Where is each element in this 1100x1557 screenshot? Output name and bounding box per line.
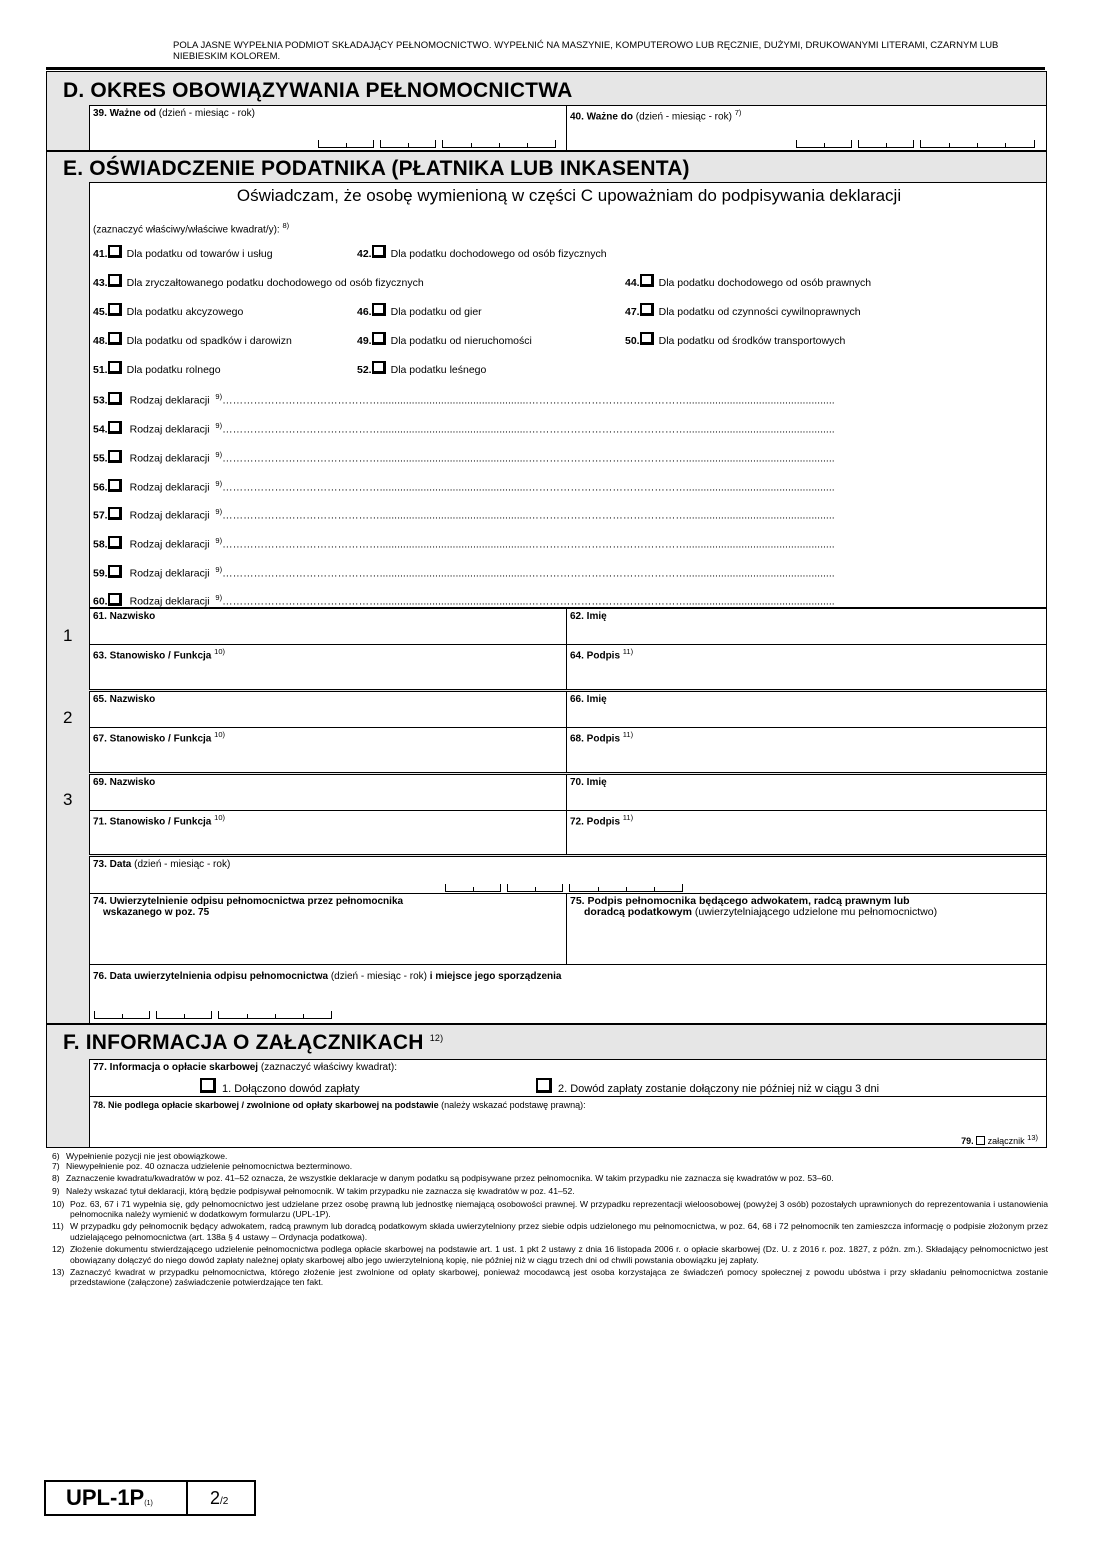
checkbox-49[interactable]: 49. Dla podatku od nieruchomości: [357, 332, 532, 348]
footnote-10: 10) Poz. 63, 67 i 71 wypełnia się, gdy pełnomocnictwo jest udzielane przez osobę prawną lub jednostkę niemającą osobowości prawnej. W przypadku reprezentacji wieloosobowej (powyżej 3 osób) pozostałych uprawnionych do reprezentowania i ustanowienia pełnomocnika należy wymienić w dodatkowym formularzu (UPL-1P).: [52, 1198, 1048, 1220]
f39-day-box: [318, 140, 374, 148]
checkbox-58[interactable]: 58. Rodzaj deklaracji $^{9)}$………………………………………...................................................………………………………………...................................................: [93, 536, 835, 551]
footnote-12: 12) Złożenie dokumentu stwierdzającego udzielenie pełnomocnictwa podlega opłacie skarbowej na podstawie art. 1 ust. 1 pkt 2 ustawy z dnia 16 listopada 2006 r. o opłacie skarbowej (Dz. U. z 2016 r. poz. 1827, z późn. zm.). Składający pełnomocnictwo jest obowiązany dołączyć do niego dowód zapłaty należnej opłaty skarbowej albo jego uwierzytelnioną kopię, nie później niż w ciągu trzech dni od chwili powstania obowiązku jej zapłaty.: [52, 1244, 1048, 1265]
field-73-date[interactable]: 73. Data (dzień - miesiąc - rok): [89, 856, 1047, 894]
section-e-title: E. OŚWIADCZENIE PODATNIKA (PŁATNIKA LUB INKASENTA): [63, 157, 690, 180]
field-68-signature[interactable]: 68. Podpis $^{11)}$: [566, 727, 1047, 773]
checkbox-42[interactable]: 42. Dla podatku dochodowego od osób fizycznych: [357, 245, 607, 261]
page-number: 2/2: [210, 1488, 229, 1508]
f40-year-box: [920, 140, 1035, 148]
checkbox-45[interactable]: 45. Dla podatku akcyzowego: [93, 303, 243, 319]
checkbox-79[interactable]: [976, 1136, 985, 1145]
checkbox-48[interactable]: 48. Dla podatku od spadków i darowizn: [93, 332, 292, 348]
checkbox-53[interactable]: 53. Rodzaj deklaracji $^{9)}$………………………………………...................................................………………………………………...................................................: [93, 392, 835, 407]
field-40-valid-to[interactable]: 40. Ważne do (dzień - miesiąc - rok) $^{7)}$: [566, 105, 1047, 151]
checkbox-56[interactable]: 56. Rodzaj deklaracji $^{9)}$………………………………………...................................................………………………………………...................................................: [93, 479, 835, 494]
f39-year-box: [442, 140, 556, 148]
field-75-attorney-signature[interactable]: 75. Podpis pełnomocnika będącego adwokatem, radcą prawnym lub doradcą podatkowym (uwierzytelniającego udzielone mu pełnomocnictwo): [566, 893, 1047, 965]
statement: Oświadczam, że osobę wymienioną w części C upoważniam do podpisywania deklaracji: [236, 186, 902, 205]
f39-month-box: [380, 140, 436, 148]
field-70-name[interactable]: 70. Imię: [566, 774, 1047, 811]
field-71-position[interactable]: 71. Stanowisko / Funkcja $^{10)}$: [89, 810, 567, 855]
top-rule: [46, 67, 1045, 70]
dots-59: ………………………………………...................................................………………………………………...................................................: [222, 567, 835, 580]
section-f: [46, 1024, 1047, 1148]
f40-month-box: [858, 140, 914, 148]
dots-57: ………………………………………...................................................………………………………………...................................................: [222, 509, 835, 522]
checkbox-41[interactable]: 41. Dla podatku od towarów i usług: [93, 245, 273, 261]
f39-label: 39. Ważne od: [93, 108, 156, 119]
signer-index-2: 2: [63, 708, 73, 727]
field-74-authentication[interactable]: 74. Uwierzytelnienie odpisu pełnomocnictwa przez pełnomocnika wskazanego w poz. 75: [89, 893, 567, 965]
form-code: UPL-1P(1): [46, 1482, 188, 1514]
dots-54: ………………………………………...................................................………………………………………...................................................: [222, 423, 835, 436]
f76-month-box: [156, 1011, 212, 1019]
footnote-11: 11) W przypadku gdy pełnomocnik będący adwokatem, radcą prawnym lub doradcą podatkowym składa uwierzytelniony przez siebie odpis udzielonego mu pełnomocnictwa, w poz. 64, 68 i 72 pełnomocnik ten zamieszcza informację o podpisie złożonym przez udzielającego pełnomocnictwa (art. 138a § 4 ustawy – Ordynacja podatkowa).: [52, 1221, 1048, 1242]
checkbox-59[interactable]: 59. Rodzaj deklaracji $^{9)}$………………………………………...................................................………………………………………...................................................: [93, 565, 835, 580]
f40-label: 40. Ważne do: [570, 111, 633, 123]
field-62-name[interactable]: 62. Imię: [566, 608, 1047, 645]
footnotes: [52, 1151, 1048, 1288]
footnote-9: 9) Należy wskazać tytuł deklaracji, którą będzie podpisywał pełnomocnik. W takim przypadku nie zaznacza się kwadratów w poz. 41–52.: [52, 1186, 575, 1197]
checkbox-47[interactable]: 47. Dla podatku od czynności cywilnoprawnych: [625, 303, 861, 319]
checkbox-54[interactable]: 54. Rodzaj deklaracji $^{9)}$………………………………………...................................................………………………………………...................................................: [93, 421, 835, 436]
header-note: POLA JASNE WYPEŁNIA PODMIOT SKŁADAJĄCY PEŁNOMOCNICTWO. WYPEŁNIĆ NA MASZYNIE, KOMPUTEROWO LUB RĘCZNIE, DUŻYMI, DRUKOWANYMI LITERAMI, CZARNYM LUB NIEBIESKIM KOLOREM.: [173, 40, 999, 62]
checkbox-57[interactable]: 57. Rodzaj deklaracji $^{9)}$………………………………………...................................................………………………………………...................................................: [93, 507, 835, 522]
f39-hint: (dzień - miesiąc - rok): [158, 108, 255, 119]
f73-day-box: [445, 884, 501, 892]
field-64-signature[interactable]: 64. Podpis $^{11)}$: [566, 644, 1047, 690]
option-77-1[interactable]: 1. Dołączono dowód zapłaty: [200, 1078, 360, 1094]
checkbox-55[interactable]: 55. Rodzaj deklaracji $^{9)}$………………………………………...................................................………………………………………...................................................: [93, 450, 835, 465]
checkbox-44[interactable]: 44. Dla podatku dochodowego od osób prawnych: [625, 274, 871, 290]
f76-year-box: [218, 1011, 332, 1019]
footnote-7: 7) Niewypełnienie poz. 40 oznacza udzielenie pełnomocnictwa bezterminowo.: [52, 1161, 353, 1172]
footnote-8: 8) Zaznaczenie kwadratu/kwadratów w poz. 41–52 oznacza, że wszystkie deklaracje w danym podatku są podpisywane przez pełnomocnika. W takim przypadku nie zaznacza się kwadratów w poz. 53–60.: [52, 1172, 834, 1183]
select-hint: (zaznaczyć właściwy/właściwe kwadrat/y):: [93, 224, 280, 236]
signer-index-3: 3: [63, 790, 73, 809]
dots-60: ………………………………………...................................................………………………………………...................................................: [222, 595, 835, 608]
field-67-position[interactable]: 67. Stanowisko / Funkcja $^{10)}$: [89, 727, 567, 773]
dots-55: ………………………………………...................................................………………………………………...................................................: [222, 452, 835, 465]
checkbox-46[interactable]: 46. Dla podatku od gier: [357, 303, 482, 319]
field-77-stamp-fee: 77. Informacja o opłacie skarbowej (zaznaczyć właściwy kwadrat): 1. Dołączono dowód zapłaty 2. Dowód zapłaty zostanie dołączony nie później niż w ciągu 3 dni: [89, 1059, 1047, 1097]
checkbox-43[interactable]: 43. Dla zryczałtowanego podatku dochodowego od osób fizycznych: [93, 274, 424, 290]
field-79-attachment[interactable]: 79. załącznik $^{13)}$: [961, 1133, 1038, 1146]
f40-day-box: [796, 140, 852, 148]
field-65-surname[interactable]: 65. Nazwisko: [89, 691, 567, 728]
f76-day-box: [94, 1011, 150, 1019]
f40-hint: (dzień - miesiąc - rok): [635, 111, 732, 123]
form-code-badge: [44, 1480, 256, 1516]
field-76-authentication-date-place[interactable]: 76. Data uwierzytelnienia odpisu pełnomocnictwa (dzień - miesiąc - rok) i miejsce jego sporządzenia: [89, 964, 1047, 1024]
checkbox-50[interactable]: 50. Dla podatku od środków transportowych: [625, 332, 845, 348]
field-72-signature[interactable]: 72. Podpis $^{11)}$: [566, 810, 1047, 855]
dots-58: ………………………………………...................................................………………………………………...................................................: [222, 538, 835, 551]
section-e-declarations: Oświadczam, że osobę wymienioną w części C upoważniam do podpisywania deklaracji (zaznaczyć właściwy/właściwe kwadrat/y): $^{8)}$ 41. Dla podatku od towarów i usług 42. Dla podatku dochodowego od osób fizycznych 43. Dla zryczałtowanego podatku dochodowego od osób fizycznych 44. Dla podatku dochodowego od osób prawnych 45. Dla podatku akcyzowego 46. Dla podatku od gier 47. Dla podatku od czynności cywilnoprawnych 48. Dla podatku od spadków i darowizn 49. Dla podatku od nieruchomości 50. Dla podatku od środków transportowych 51. Dla podatku rolnego 52. Dla podatku leśnego 53. Rodzaj deklaracji $^{9)}$………………………………………...................................................………………………………………................................................... 54. Rodzaj deklaracji $^{9)}$………………………………………...................................................………………………………………................................................... 55. Rodzaj deklaracji $^{9)}$………………………………………...................................................………………………………………................................................... 56. Rodzaj deklaracji $^{9)}$………………………………………...................................................………………………………………................................................... 57. Rodzaj deklaracji $^{9)}$………………………………………...................................................………………………………………................................................... 58. Rodzaj deklaracji $^{9)}$………………………………………...................................................………………………………………................................................... 59. Rodzaj deklaracji $^{9)}$………………………………………...................................................………………………………………................................................... 60. Rodzaj deklaracji $^{9)}$………………………………………...................................................………………………………………...................................................: [89, 182, 1047, 608]
section-d-title: D. OKRES OBOWIĄZYWANIA PEŁNOMOCNICTWA: [63, 79, 573, 102]
dots-53: ………………………………………...................................................………………………………………...................................................: [222, 394, 835, 407]
field-69-surname[interactable]: 69. Nazwisko: [89, 774, 567, 811]
checkbox-51[interactable]: 51. Dla podatku rolnego: [93, 361, 221, 377]
footnote-13: 13) Zaznaczyć kwadrat w przypadku pełnomocnictwa, którego złożenie jest zwolnione od opłaty skarbowej, ponieważ mocodawcą jest osoba korzystająca ze świadczeń pomocy społecznej z powodu ubóstwa i przy składaniu pełnomocnictwa zostanie przedstawione (załączone) zaświadczenie potwierdzające ten fakt.: [52, 1267, 1048, 1288]
signer-index-1: 1: [63, 626, 73, 645]
field-63-position[interactable]: 63. Stanowisko / Funkcja $^{10)}$: [89, 644, 567, 690]
section-f-title: F. INFORMACJA O ZAŁĄCZNIKACH $^{12)}$: [63, 1031, 444, 1054]
checkbox-52[interactable]: 52. Dla podatku leśnego: [357, 361, 486, 377]
field-78-exemption-basis[interactable]: 78. Nie podlega opłacie skarbowej / zwolnione od opłaty skarbowej na podstawie (należy wskazać podstawę prawną): 79. załącznik $^{13)}$: [89, 1096, 1047, 1148]
f73-month-box: [507, 884, 563, 892]
section-d: [46, 71, 1047, 151]
field-39-valid-from[interactable]: [89, 105, 567, 151]
option-77-2[interactable]: 2. Dowód zapłaty zostanie dołączony nie później niż w ciągu 3 dni: [536, 1078, 879, 1094]
f73-year-box: [569, 884, 683, 892]
field-66-name[interactable]: 66. Imię: [566, 691, 1047, 728]
field-61-surname[interactable]: 61. Nazwisko: [89, 608, 567, 645]
dots-56: ………………………………………...................................................………………………………………...................................................: [222, 481, 835, 494]
footnote-6: 6) Wypełnienie pozycji nie jest obowiązkowe.: [52, 1151, 228, 1161]
section-e: [46, 151, 1047, 1024]
checkbox-60[interactable]: 60. Rodzaj deklaracji $^{9)}$………………………………………...................................................………………………………………...................................................: [93, 593, 835, 608]
